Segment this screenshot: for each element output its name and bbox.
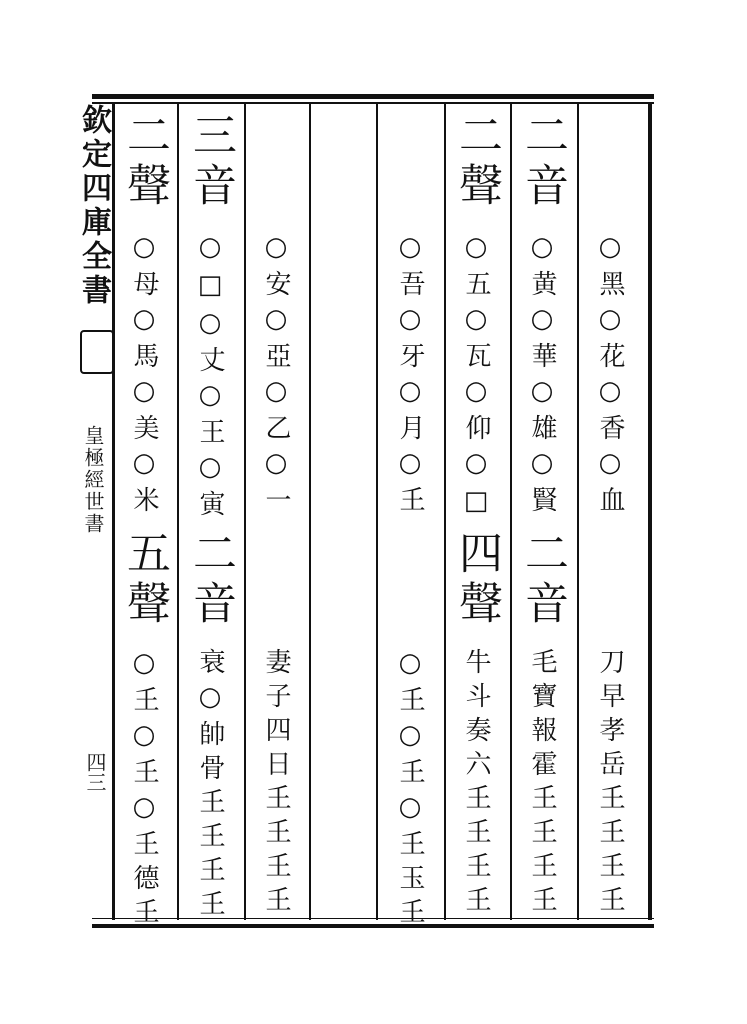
top-border — [92, 94, 654, 99]
column-rule — [577, 102, 579, 920]
column-rule — [376, 102, 378, 920]
column-rule — [444, 102, 446, 920]
page-number: 四三 — [83, 752, 107, 792]
character-row: 妻子四日𡈼𡈼𡈼𡈼 — [261, 648, 291, 920]
column-rule — [177, 102, 179, 920]
column-rule — [510, 102, 512, 920]
character-row: ○五○瓦○仰○□ — [461, 232, 491, 524]
character-row: ○𡈼○𡈼○𡈼德𡈼 — [129, 648, 159, 932]
character-row: 毛寶報霍𡈼𡈼𡈼𡈼 — [527, 648, 557, 920]
book-title: 皇極經世書 — [81, 425, 105, 535]
column-rule — [244, 102, 246, 920]
column-heading: 五聲 — [119, 530, 170, 630]
column-rule — [309, 102, 311, 920]
character-row: ○𡈼○𡈼○𡈼玉𡈼 — [395, 648, 425, 932]
character-row: 牛斗奏六𡈼𡈼𡈼𡈼 — [461, 648, 491, 920]
column-heading: 二音 — [517, 530, 568, 630]
right-border — [648, 102, 652, 920]
character-row: ○黑○花○香○血 — [595, 232, 625, 520]
character-row: ○□○丈○王○寅 — [195, 232, 225, 524]
character-row: ○母○馬○美○米 — [129, 232, 159, 520]
bottom-border — [92, 924, 654, 928]
column-heading: 四聲 — [451, 530, 502, 630]
column-rule — [112, 102, 115, 920]
column-heading: 二音 — [185, 530, 236, 630]
book-series-title: 欽定四庫全書 — [76, 104, 111, 308]
character-row: 衰○帥骨𡈼𡈼𡈼𡈼 — [195, 648, 225, 924]
fishtail-mark — [80, 330, 114, 374]
character-row: ○吾○牙○月○𡈼 — [395, 232, 425, 520]
character-row: ○黄○華○雄○賢 — [527, 232, 557, 520]
column-heading: 二音 — [517, 112, 568, 212]
character-row: ○安○亞○乙○一 — [261, 232, 291, 520]
column-heading: 二聲 — [451, 112, 502, 212]
character-row: 刀早孝岳𡈼𡈼𡈼𡈼 — [595, 648, 625, 920]
column-heading: 二聲 — [119, 112, 170, 212]
column-heading: 三音 — [185, 112, 236, 212]
